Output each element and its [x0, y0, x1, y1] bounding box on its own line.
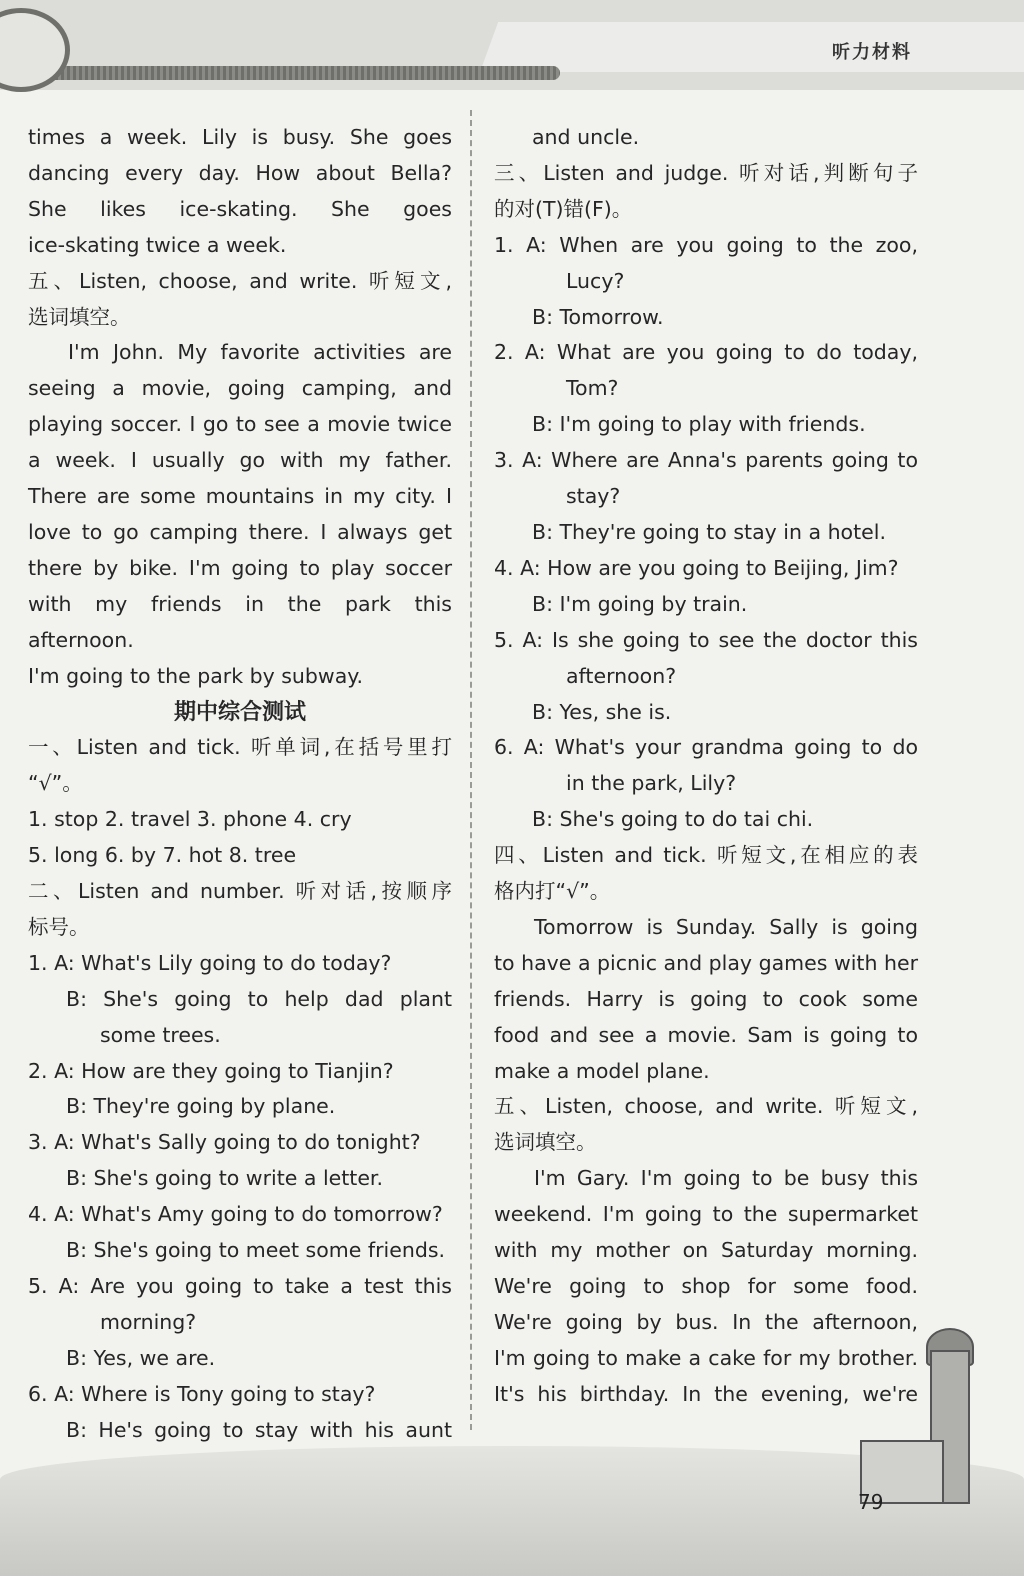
header-stripe: [40, 66, 560, 80]
header-panel: [480, 22, 1024, 72]
text-line: 四、Listen and tick. 听短文,在相应的表: [494, 843, 918, 868]
text-line: there by bike. I'm going to play soccer: [28, 555, 452, 580]
text-line: 1. A: What's Lily going to do today?: [28, 950, 392, 975]
text-line: in the park, Lily?: [566, 771, 737, 796]
text-line: 选词填空。: [28, 304, 131, 329]
text-line: B: Tomorrow.: [532, 304, 664, 329]
text-line: a week. I usually go with my father.: [28, 448, 452, 473]
text-line: 期中综合测试: [173, 699, 306, 725]
text-line: make a model plane.: [494, 1058, 710, 1083]
text-line: with my friends in the park this afternoon.: [28, 591, 452, 652]
text-line: stay?: [566, 484, 621, 509]
text-line: B: She's going to meet some friends.: [66, 1238, 446, 1263]
text-line: 5. A: Are you going to take a test this: [28, 1274, 452, 1298]
text-line: times a week. Lily is busy. She goes: [28, 125, 452, 149]
text-line: with my mother on Saturday morning.: [494, 1238, 918, 1263]
text-line: B: She's going to write a letter.: [66, 1166, 383, 1191]
text-line: food and see a movie. Sam is going to: [494, 1022, 918, 1047]
text-line: B: They're going by plane.: [66, 1094, 336, 1119]
text-line: 二、Listen and number. 听对话,按顺序: [28, 879, 452, 904]
text-line: 3. A: Where are Anna's parents going to: [494, 448, 918, 473]
text-line: “√”。: [28, 771, 83, 796]
text-line: love to go camping there. I always get: [28, 519, 452, 544]
text-line: B: They're going to stay in a hotel.: [532, 519, 886, 544]
text-line: We're going by bus. In the afternoon,: [494, 1309, 918, 1334]
text-line: I'm going to the park by subway.: [28, 663, 363, 688]
text-line: morning?: [100, 1309, 197, 1334]
text-line: 选词填空。: [494, 1130, 597, 1155]
text-line: It's his birthday. In the evening, we're: [494, 1381, 918, 1406]
text-line: 4. A: What's Amy going to do tomorrow?: [28, 1202, 443, 1227]
text-line: some trees.: [100, 1022, 221, 1047]
text-line: 2. A: How are they going to Tianjin?: [28, 1058, 394, 1083]
text-line: afternoon?: [566, 663, 677, 688]
text-line: 1. A: When are you going to the zoo,: [494, 232, 918, 257]
page-number: 79: [858, 1490, 884, 1514]
text-line: and uncle.: [532, 125, 640, 149]
text-line: B: I'm going by train.: [532, 591, 748, 616]
text-line: 标号。: [28, 914, 90, 939]
text-line: 6. A: What's your grandma going to do: [494, 735, 918, 760]
right-column: [494, 120, 918, 1413]
column-divider: [470, 110, 472, 1430]
text-line: 4. A: How are you going to Beijing, Jim?: [494, 555, 899, 580]
text-line: Tomorrow is Sunday. Sally is going: [534, 914, 918, 939]
text-line: friends. Harry is going to cook some: [494, 986, 918, 1011]
text-line: 6. A: Where is Tony going to stay?: [28, 1381, 376, 1406]
left-column: [28, 120, 452, 1449]
text-line: We're going to shop for some food.: [494, 1274, 918, 1298]
text-line: 三、Listen and judge. 听对话,判断句子: [494, 160, 918, 185]
text-line: 的对(T)错(F)。: [494, 196, 633, 221]
text-line: dancing every day. How about Bella?: [28, 160, 452, 185]
text-line: 3. A: What's Sally going to do tonight?: [28, 1130, 421, 1155]
text-line: B: Yes, she is.: [532, 699, 672, 724]
text-line: 5. A: Is she going to see the doctor this: [494, 627, 918, 652]
section-title: 听力材料: [832, 42, 912, 63]
text-line: 五、Listen, choose, and write. 听短文,: [28, 268, 452, 293]
text-line: Lucy?: [566, 268, 625, 293]
text-line: 1. stop 2. travel 3. phone 4. cry: [28, 807, 352, 832]
text-line: I'm going to make a cake for my brother.: [494, 1345, 918, 1370]
text-line: 一、Listen and tick. 听单词,在括号里打: [28, 735, 452, 760]
text-line: B: Yes, we are.: [66, 1345, 216, 1370]
text-line: ice-skating twice a week.: [28, 232, 287, 257]
text-line: She likes ice-skating. She goes: [28, 196, 452, 221]
text-line: There are some mountains in my city. I: [28, 484, 452, 509]
text-line: 2. A: What are you going to do today,: [494, 340, 918, 365]
text-line: Tom?: [566, 376, 619, 401]
text-line: B: She's going to do tai chi.: [532, 807, 814, 832]
text-line: B: He's going to stay with his aunt: [66, 1417, 452, 1442]
text-line: playing soccer. I go to see a movie twice: [28, 412, 452, 437]
text-line: 格内打“√”。: [494, 879, 611, 904]
text-line: B: She's going to help dad plant: [66, 986, 452, 1011]
text-line: I'm John. My favorite activities are: [68, 340, 452, 365]
text-line: seeing a movie, going camping, and: [28, 376, 452, 401]
text-line: to have a picnic and play games with her: [494, 950, 918, 975]
text-line: B: I'm going to play with friends.: [532, 412, 866, 437]
text-line: I'm Gary. I'm going to be busy this: [534, 1166, 918, 1191]
text-line: weekend. I'm going to the supermarket: [494, 1202, 918, 1227]
text-line: 5. long 6. by 7. hot 8. tree: [28, 843, 297, 868]
text-line: 五、Listen, choose, and write. 听短文,: [494, 1094, 918, 1119]
